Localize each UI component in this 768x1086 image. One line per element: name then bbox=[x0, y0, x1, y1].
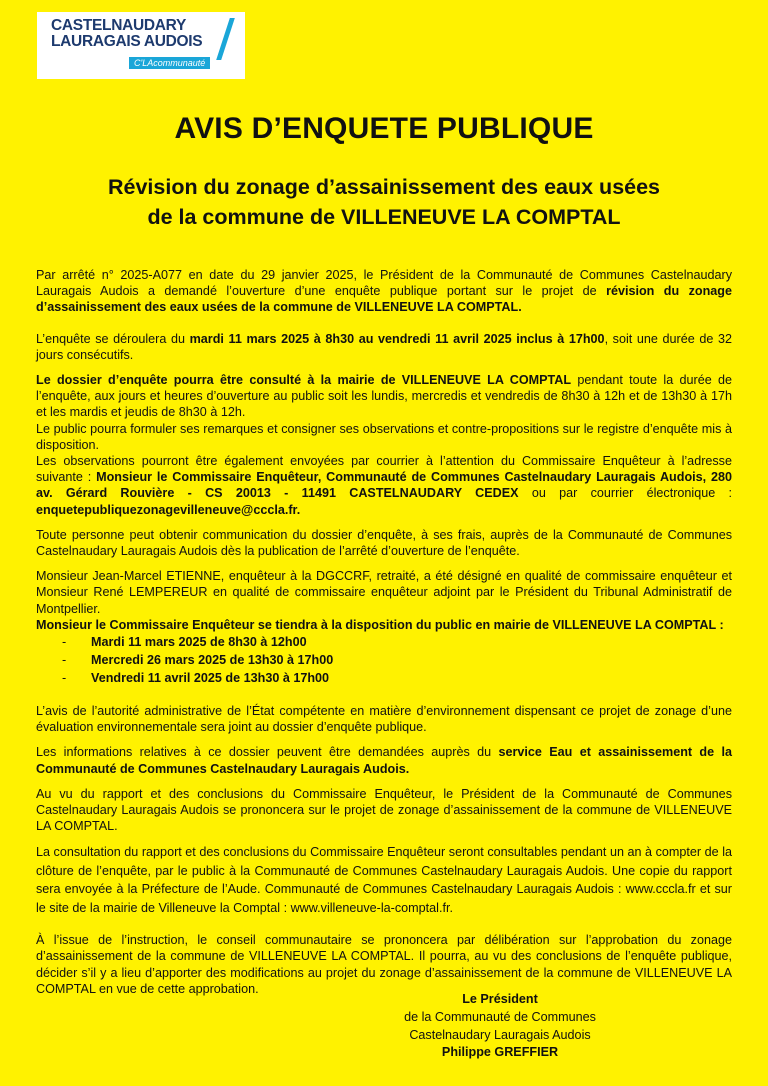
logo-line-2: LAURAGAIS AUDOIS bbox=[51, 33, 203, 50]
paragraph-permanences: Monsieur le Commissaire Enquêteur se tiendra à la disposition du public en mairie de VILLENEUVE LA COMPTAL : bbox=[36, 617, 724, 632]
paragraph-consultation: Le dossier d’enquête pourra être consulté à la mairie de VILLENEUVE LA COMPTAL pendant toute la durée de l’enquête, aux jours et heures d’ouverture au public soit les lundis, mercredis et vendredis de 8h30 à 12h et de 13h30 à 17h et les mardis et jeudis de 8h30 à 12h. bbox=[36, 373, 732, 420]
subtitle-line-1: Révision du zonage d’assainissement des eaux usées bbox=[107, 175, 661, 199]
page-title: AVIS D’ENQUETE PUBLIQUE bbox=[174, 112, 594, 145]
list-item: - Mercredi 26 mars 2025 de 13h30 à 17h00 bbox=[36, 652, 732, 669]
paragraph-consultation-rapport: La consultation du rapport et des conclusions du Commissaire Enquêteur seront consultables pendant un an à compter de la clôture de l’enquête, par le public à la Communauté de Communes Castelnaudary Lauragais Audois. Une copie du rapport sera envoyée à la Préfecture de l’Aude. Communauté de Communes Castelnaudary Lauragais Audois : www.cccla.fr et sur le site de la mairie de Villeneuve la Comptal : www.villeneuve-la-comptal.fr. bbox=[36, 845, 732, 915]
paragraph-communication: Toute personne peut obtenir communication du dossier d’enquête, à ses frais, auprès de la Communauté de Communes Castelnaudary Lauragais Audois dès la publication de l’arrêté d’ouverture de l’enquête. bbox=[36, 527, 732, 559]
signature-block bbox=[380, 991, 620, 1062]
paragraph-arrete: Par arrêté n° 2025-A077 en date du 29 janvier 2025, le Président de la Communauté de Communes Castelnaudary Lauragais Audois a demandé l’ouverture d’une enquête publique portant sur le projet de révision du zonage d’assainissement des eaux usées de la commune de VILLENEUVE LA COMPTAL. bbox=[36, 268, 732, 315]
logo-line-1: CASTELNAUDARY bbox=[51, 17, 187, 34]
paragraph-rapport: Au vu du rapport et des conclusions du Commissaire Enquêteur, le Président de la Communauté de Communes Castelnaudary Lauragais Audois se prononcera sur le projet de zonage d’assainissement de la commune de VILLENEUVE LA COMPTAL. bbox=[36, 786, 732, 834]
page-subtitle bbox=[0, 172, 768, 232]
paragraph-approbation: À l’issue de l’instruction, le conseil communautaire se prononcera par délibération sur l’approbation du zonage d’assainissement de la commune de VILLENEUVE LA COMPTAL. Il pourra, au vu des conclusions de l’enquête publique, décider s’il y a lieu d’apporter des modifications au projet du zonage d’assainissement de la commune de VILLENEUVE LA COMPTAL en vue de cette approbation. bbox=[36, 933, 732, 996]
logo-tagline: C'LAcommunauté bbox=[129, 57, 210, 69]
permanence-dates bbox=[36, 634, 732, 687]
signature-line-2: de la Communauté de Communes bbox=[404, 1009, 596, 1024]
signature-name: Philippe GREFFIER bbox=[441, 1045, 559, 1060]
signature-role: Le Président bbox=[462, 992, 538, 1006]
list-item: - Vendredi 11 avril 2025 de 13h30 à 17h00 bbox=[36, 670, 732, 687]
email-address: enquetepubliquezonagevilleneuve@cccla.fr. bbox=[36, 502, 301, 517]
logo bbox=[37, 12, 245, 79]
paragraph-avis-autorite: L’avis de l’autorité administrative de l’État compétente en matière d’environnement dispensant ce projet de zonage d’une évaluation environnementale sera joint au dossier d’enquête publique. bbox=[36, 704, 732, 735]
signature-line-3: Castelnaudary Lauragais Audois bbox=[409, 1027, 591, 1042]
notice-body bbox=[36, 267, 732, 997]
paragraph-courrier: Les observations pourront être également envoyées par courrier à l’attention du Commissaire Enquêteur à l’adresse suivante : Monsieur le Commissaire Enquêteur, Communauté de Communes Castelnaudary Lauragais Audois, 280 av. Gérard Rouvière - CS 20013 - 11491 CASTELNAUDARY CEDEX ou par courrier électronique : enquetepubliquezonagevilleneuve@cccla.fr. bbox=[36, 454, 732, 517]
paragraph-registre: Le public pourra formuler ses remarques et consigner ses observations et contre-propositions sur le registre d’enquête mis à disposition. bbox=[36, 421, 732, 452]
subtitle-line-2: de la commune de VILLENEUVE LA COMPTAL bbox=[147, 205, 621, 229]
list-item: - Mardi 11 mars 2025 de 8h30 à 12h00 bbox=[36, 634, 732, 651]
paragraph-commissaires: Monsieur Jean-Marcel ETIENNE, enquêteur à la DGCCRF, retraité, a été désigné en qualité de commissaire enquêteur et Monsieur René LEMPEREUR en qualité de commissaire enquêteur adjoint par le Président du Tribunal Administratif de Montpellier. bbox=[36, 569, 732, 616]
paragraph-informations: Les informations relatives à ce dossier peuvent être demandées auprès du service Eau et assainissement de la Communauté de Communes Castelnaudary Lauragais Audois. bbox=[36, 745, 732, 776]
paragraph-duration: L’enquête se déroulera du mardi 11 mars 2025 à 8h30 au vendredi 11 avril 2025 inclus à 17h00, soit une durée de 32 jours consécutifs. bbox=[36, 331, 732, 362]
